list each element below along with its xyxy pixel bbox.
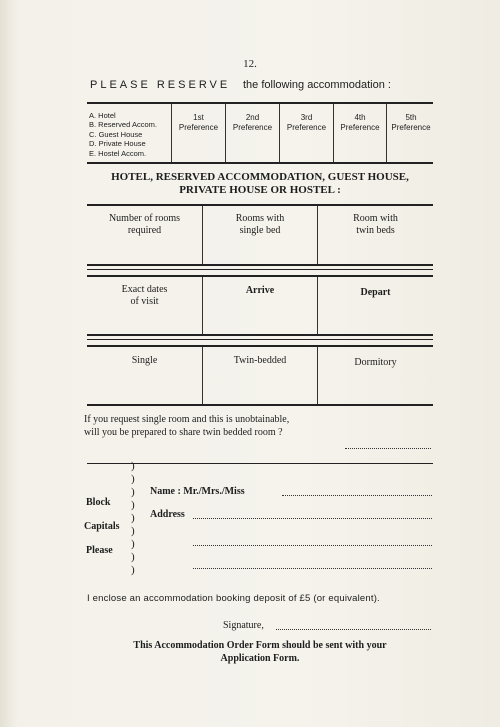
reserve-heading-rest: the following accommodation :: [242, 79, 391, 91]
bracket: ): [131, 551, 135, 563]
legend-item: E. Hostel Accom.: [89, 148, 147, 158]
deposit-statement: I enclose an accommodation booking deposit of £5 (or equivalent).: [87, 593, 380, 604]
address-label: Address: [150, 509, 185, 520]
signature-field[interactable]: [276, 629, 431, 630]
address-field-line-3[interactable]: [193, 568, 432, 569]
preference-3[interactable]: 3rd Preference: [286, 113, 327, 132]
bracket: ): [131, 460, 135, 472]
preference-4[interactable]: 4th Preference: [340, 113, 380, 132]
type-divider: [317, 347, 318, 405]
legend-item: D. Private House: [89, 139, 146, 149]
rooms-table-rule: [87, 264, 433, 266]
rooms-number-header[interactable]: Number of rooms required: [108, 213, 181, 236]
footer-note: This Accommodation Order Form should be sent with your Application Form.: [133, 640, 387, 664]
preference-5[interactable]: 5th Preference: [391, 113, 431, 132]
type-table-top-rule: [87, 345, 433, 347]
rooms-single-header[interactable]: Rooms with single bed: [235, 213, 285, 236]
depart-field[interactable]: Depart: [360, 287, 391, 298]
pref-table-top-rule: [87, 102, 433, 104]
share-answer-field[interactable]: [345, 448, 431, 449]
dates-divider: [317, 277, 318, 335]
preference-1[interactable]: 1st Preference: [178, 113, 219, 132]
capitals-label: Capitals: [84, 521, 120, 532]
arrive-field[interactable]: Arrive: [245, 285, 275, 296]
signature-label: Signature,: [223, 620, 264, 631]
twin-room-field[interactable]: Twin-bedded: [233, 355, 287, 366]
block-label: Block: [86, 497, 111, 508]
reserve-heading: [90, 79, 391, 91]
dormitory-field[interactable]: Dormitory: [354, 357, 397, 368]
single-room-field[interactable]: Single: [131, 355, 158, 366]
name-section-rule: [87, 463, 433, 464]
bracket: ): [131, 486, 135, 498]
dates-table-top-rule: [87, 275, 433, 277]
bracket: ): [131, 564, 135, 576]
please-label: Please: [86, 545, 113, 556]
reserve-heading-caps: PLEASE RESERVE: [90, 79, 231, 91]
rooms-table-top-rule: [87, 204, 433, 206]
dates-table-rule: [87, 334, 433, 336]
pref-table-bottom-rule: [87, 162, 433, 164]
legend-item: A. Hotel: [89, 111, 116, 120]
bracket: ): [131, 512, 135, 524]
share-question: If you request single room and this is unobtainable, will you be prepared to share twin bedded room ?: [84, 414, 290, 438]
bracket: ): [131, 499, 135, 511]
rooms-twin-header[interactable]: Room with twin beds: [353, 213, 398, 236]
bracket: ): [131, 538, 135, 550]
address-field-line-2[interactable]: [193, 545, 432, 546]
legend-item: C. Guest House: [89, 129, 143, 139]
page-number: 12.: [243, 58, 257, 70]
dates-label: Exact dates of visit: [121, 284, 168, 307]
legend-item: B. Reserved Accom.: [89, 120, 157, 130]
accommodation-legend: [89, 111, 157, 158]
bracket: ): [131, 525, 135, 537]
bracket: ): [131, 473, 135, 485]
rooms-table-rule-thin: [87, 269, 433, 270]
type-table-bottom-rule: [87, 404, 433, 406]
address-field-line-1[interactable]: [193, 518, 432, 519]
section-title: HOTEL, RESERVED ACCOMMODATION, GUEST HOUSE, PRIVATE HOUSE OR HOSTEL :: [111, 171, 409, 196]
dates-table-rule-thin: [87, 339, 433, 340]
preference-2[interactable]: 2nd Preference: [232, 113, 273, 132]
name-field[interactable]: [282, 495, 432, 496]
name-label: Name : Mr./Mrs./Miss: [150, 486, 245, 497]
